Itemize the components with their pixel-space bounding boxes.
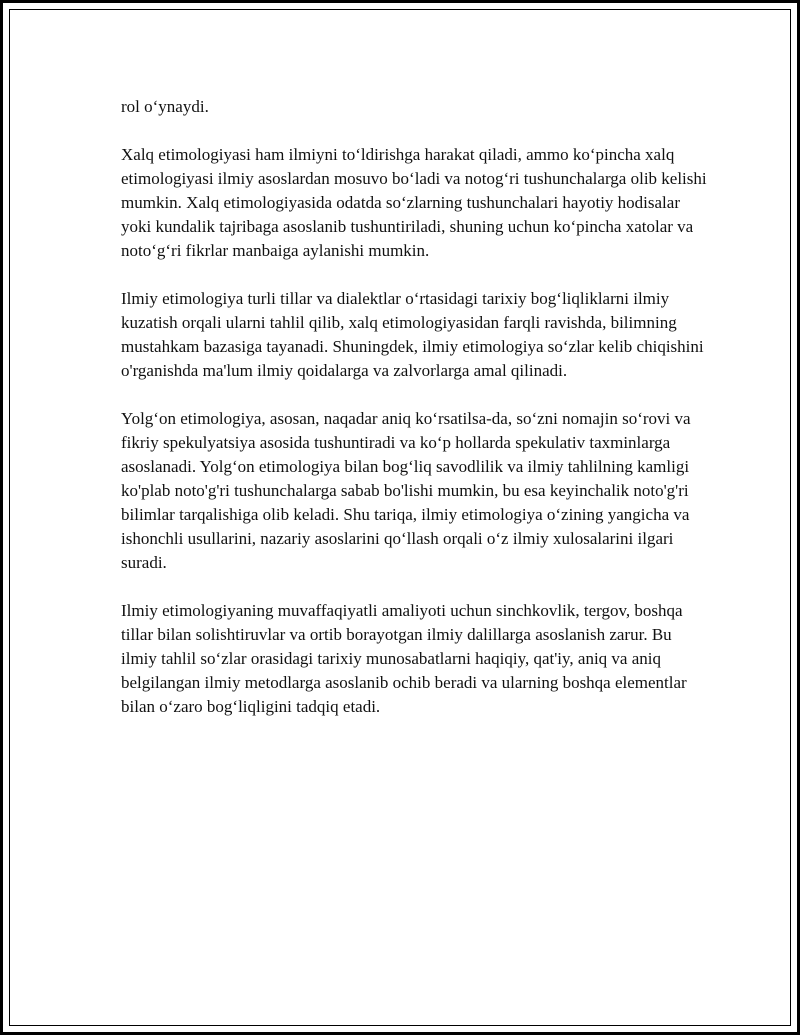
paragraph-1: rol o‘ynaydi. <box>121 97 209 116</box>
paragraph-5: Ilmiy etimologiyaning muvaffaqiyatli amaliyoti uchun sinchkovlik, tergov, boshqa tillar bilan solishtiruvlar va ortib borayotgan ilmiy dalillarga asoslanish zarur. Bu ilmiy tahlil so‘zlar orasidagi tarixiy munosabatlarni haqiqiy, qat'iy, aniq va aniq belgilangan ilmiy metodlarga asoslanib ochib beradi va ularning boshqa elementlar bilan o‘zaro bog‘liqligini tadqiq etadi. <box>121 601 687 716</box>
paragraph-4: Yolg‘on etimologiya, asosan, naqadar aniq ko‘rsatilsa-da, so‘zni nomajin so‘rovi va fikriy spekulyatsiya asosida tushuntiradi va ko‘p hollarda spekulativ taxminlarga asoslanadi. Yolg‘on etimologiya bilan bog‘liq savodlilik va ilmiy tahlilning kamligi ko'plab noto'g'ri tushunchalarga sabab bo'lishi mumkin, bu esa keyinchalik noto'g'ri bilimlar tarqalishiga olib keladi. Shu tariqa, ilmiy etimologiya o‘zining yangicha va ishonchli usullarini, nazariy asoslarini qo‘llash orqali o‘z ilmiy xulosalarini ilgari suradi. <box>121 409 691 572</box>
paragraph-2: Xalq etimologiyasi ham ilmiyni to‘ldirishga harakat qiladi, ammo ko‘pincha xalq etimologiyasi ilmiy asoslardan mosuvo bo‘ladi va notog‘ri tushunchalarga olib kelishi mumkin. Xalq etimologiyasida odatda so‘zlarning tushunchalari hayotiy hodisalar yoki kundalik tajribaga asoslanib tushuntiriladi, shuning uchun ko‘pincha xatolar va noto‘g‘ri fikrlar manbaiga aylanishi mumkin. <box>121 145 707 260</box>
paragraph-3: Ilmiy etimologiya turli tillar va dialektlar o‘rtasidagi tarixiy bog‘liqliklarni ilmiy kuzatish orqali ularni tahlil qilib, xalq etimologiyasidan farqli ravishda, bilimning mustahkam bazasiga tayanadi. Shuningdek, ilmiy etimologiya so‘zlar kelib chiqishini o'rganishda ma'lum ilmiy qoidalarga va zalvorlarga amal qilinadi. <box>121 289 704 380</box>
document-body <box>121 95 711 743</box>
